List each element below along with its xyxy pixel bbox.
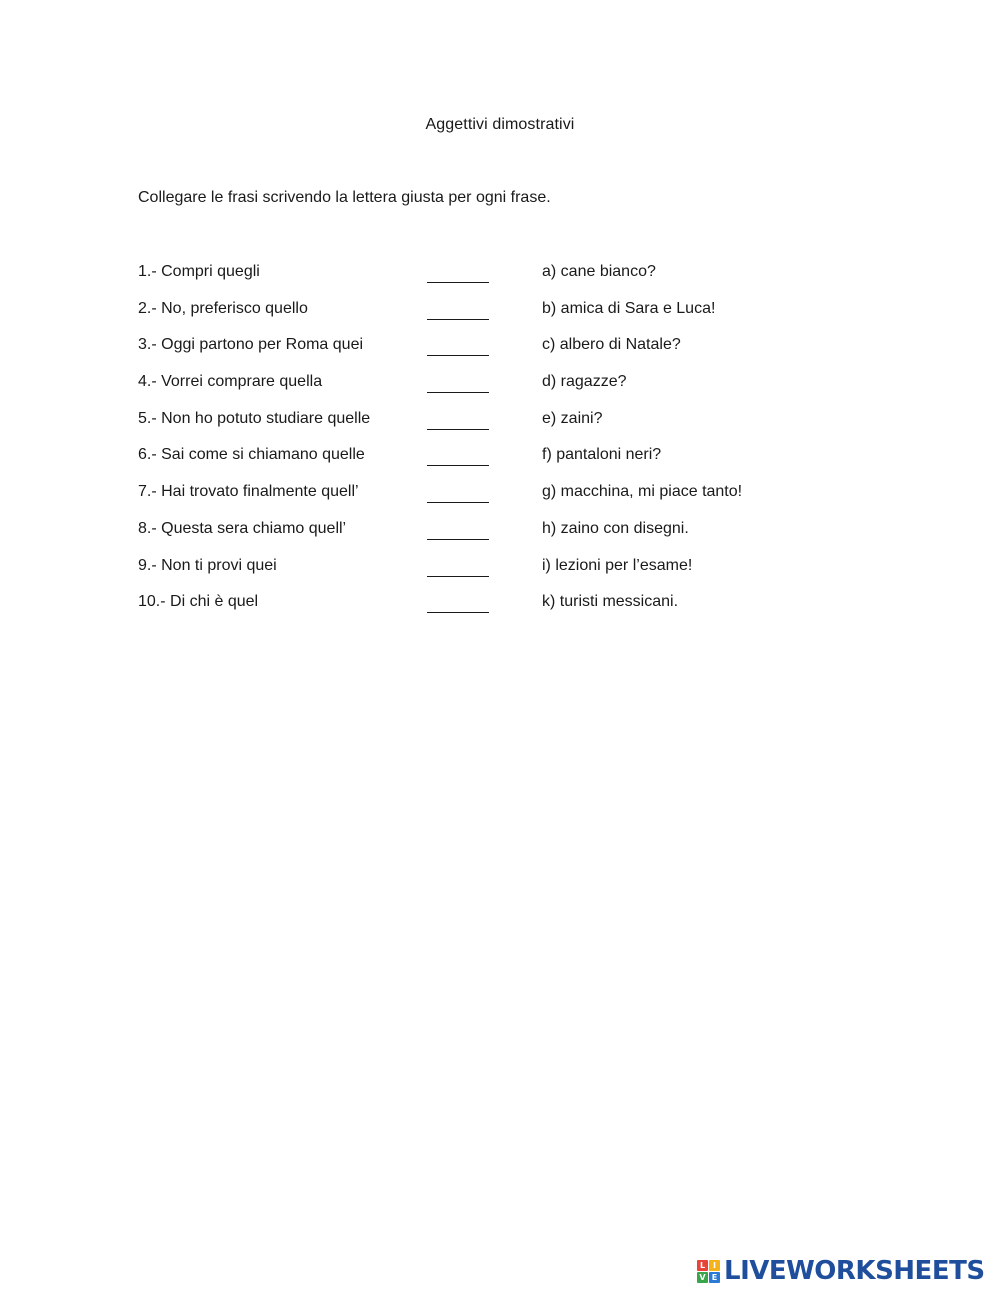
sentence-start: 3.- Oggi partono per Roma quei: [138, 336, 364, 354]
answer-input-4[interactable]: [427, 373, 489, 393]
logo-letter-i: I: [709, 1260, 720, 1271]
sentence-start: 10.- Di chi è quel: [138, 593, 259, 611]
exercise-row-4: [138, 373, 838, 410]
sentence-end: f) pantaloni neri?: [542, 446, 662, 464]
sentence-end: g) macchina, mi piace tanto!: [542, 483, 743, 501]
answer-input-6[interactable]: [427, 446, 489, 466]
logo-mark-icon: [697, 1260, 720, 1283]
answer-input-10[interactable]: [427, 593, 489, 613]
logo-letter-l: L: [697, 1260, 708, 1271]
exercise-row-1: [138, 263, 838, 300]
sentence-start: 4.- Vorrei comprare quella: [138, 373, 323, 391]
sentence-end: a) cane bianco?: [542, 263, 656, 280]
sentence-start: 5.- Non ho potuto studiare quelle: [138, 409, 371, 427]
exercise-row-9: [138, 557, 838, 594]
logo-letter-e: E: [709, 1272, 720, 1283]
answer-input-1[interactable]: [427, 263, 489, 283]
sentence-end: k) turisti messicani.: [542, 593, 679, 611]
exercise-row-7: [138, 483, 838, 520]
exercise-row-8: [138, 520, 838, 557]
sentence-start: 7.- Hai trovato finalmente quell’: [138, 483, 359, 501]
sentence-start: 8.- Questa sera chiamo quell’: [138, 519, 347, 537]
exercise-row-2: [138, 300, 838, 337]
exercise-row-3: [138, 336, 838, 373]
sentence-end: i) lezioni per l’esame!: [542, 556, 693, 574]
sentence-start: 9.- Non ti provi quei: [138, 556, 277, 574]
sentence-start: 2.- No, preferisco quello: [138, 299, 308, 317]
exercise-row-10: [138, 593, 838, 630]
sentence-end: b) amica di Sara e Luca!: [542, 299, 716, 317]
page-title: Aggettivi dimostrativi: [425, 116, 575, 133]
logo-letter-v: V: [697, 1272, 708, 1283]
exercise-row-5: [138, 410, 838, 447]
answer-input-9[interactable]: [427, 557, 489, 577]
instructions-text: Collegare le frasi scrivendo la lettera giusta per ogni frase.: [138, 189, 551, 206]
sentence-start: 1.- Compri quegli: [138, 263, 260, 280]
answer-input-3[interactable]: [427, 336, 489, 356]
liveworksheets-logo: [697, 1256, 985, 1286]
answer-input-8[interactable]: [427, 520, 489, 540]
answer-input-7[interactable]: [427, 483, 489, 503]
exercise-row-6: [138, 446, 838, 483]
sentence-end: h) zaino con disegni.: [542, 519, 689, 537]
logo-text: LIVEWORKSHEETS: [724, 1256, 985, 1286]
sentence-end: e) zaini?: [542, 409, 603, 427]
sentence-end: c) albero di Natale?: [542, 336, 681, 354]
sentence-start: 6.- Sai come si chiamano quelle: [138, 446, 365, 464]
sentence-end: d) ragazze?: [542, 373, 627, 391]
answer-input-5[interactable]: [427, 410, 489, 430]
answer-input-2[interactable]: [427, 300, 489, 320]
exercise-list: [138, 263, 838, 630]
